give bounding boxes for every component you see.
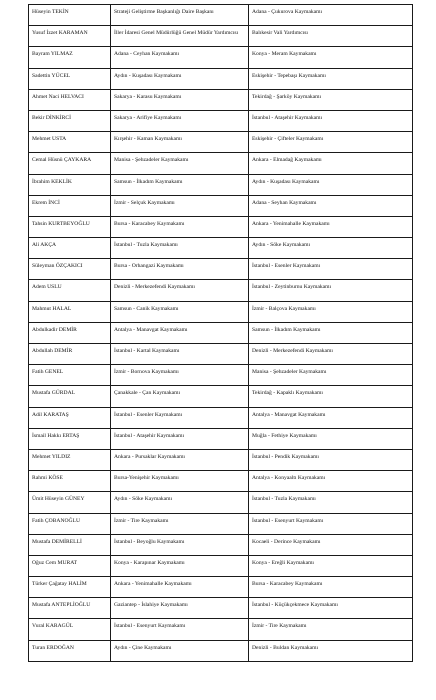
current-post-cell xyxy=(111,344,249,365)
current-post-cell xyxy=(111,174,249,195)
current-post-cell xyxy=(111,322,249,343)
appointments-table xyxy=(28,4,413,662)
current-post-cell xyxy=(111,407,249,428)
table-row xyxy=(29,640,413,661)
current-post-text: Adana - Ceyhan Kaymakamı xyxy=(114,51,180,58)
official-name-cell xyxy=(29,492,111,513)
official-name-text: İsmail Hakkı ERTAŞ xyxy=(32,432,80,439)
table-row xyxy=(29,598,413,619)
table-row xyxy=(29,619,413,640)
new-post-cell xyxy=(249,5,413,26)
new-post-cell xyxy=(249,577,413,598)
new-post-cell xyxy=(249,132,413,153)
official-name-cell xyxy=(29,598,111,619)
official-name-cell xyxy=(29,471,111,492)
official-name-text: Ümit Hüseyin GÜNEY xyxy=(32,496,85,503)
current-post-text: İstanbul - Esenler Kaymakamı xyxy=(114,411,183,418)
new-post-cell xyxy=(249,640,413,661)
current-post-text: İzmir - Tire Kaymakamı xyxy=(114,517,169,524)
current-post-cell xyxy=(111,471,249,492)
new-post-text: İstanbul - Esenyurt Kaymakamı xyxy=(252,517,324,524)
table-row xyxy=(29,280,413,301)
current-post-text: İzmir - Bornova Kaymakamı xyxy=(114,369,179,376)
official-name-text: Fatih GENEL xyxy=(32,369,64,376)
table-row xyxy=(29,513,413,534)
current-post-cell xyxy=(111,26,249,47)
new-post-text: Samsun - İlkadım Kaymakamı xyxy=(252,326,321,333)
current-post-cell xyxy=(111,110,249,131)
official-name-cell xyxy=(29,5,111,26)
new-post-cell xyxy=(249,153,413,174)
table-row xyxy=(29,259,413,280)
current-post-cell xyxy=(111,534,249,555)
current-post-cell xyxy=(111,301,249,322)
table-row xyxy=(29,449,413,470)
official-name-cell xyxy=(29,365,111,386)
current-post-text: Sakarya - Karasu Kaymakamı xyxy=(114,93,182,100)
official-name-text: Oğuz Cem MURAT xyxy=(32,559,78,566)
new-post-text: Bursa - Karacabey Kaymakamı xyxy=(252,581,323,588)
current-post-text: Bursa - Orhangazi Kaymakamı xyxy=(114,263,184,270)
official-name-cell xyxy=(29,322,111,343)
current-post-cell xyxy=(111,132,249,153)
new-post-cell xyxy=(249,47,413,68)
current-post-text: Kırşehir - Kaman Kaymakamı xyxy=(114,136,182,143)
current-post-text: İzmir - Selçuk Kaymakamı xyxy=(114,199,175,206)
table-row xyxy=(29,153,413,174)
table-row xyxy=(29,238,413,259)
new-post-text: Konya - Meram Kaymakamı xyxy=(252,51,317,58)
official-name-cell xyxy=(29,110,111,131)
current-post-text: Konya - Karapınar Kaymakamı xyxy=(114,559,185,566)
official-name-cell xyxy=(29,174,111,195)
table-row xyxy=(29,365,413,386)
new-post-cell xyxy=(249,89,413,110)
new-post-text: İstanbul - Tuzla Kaymakamı xyxy=(252,496,316,503)
official-name-cell xyxy=(29,132,111,153)
current-post-text: İstanbul - Kartal Kaymakamı xyxy=(114,348,180,354)
new-post-cell xyxy=(249,110,413,131)
current-post-cell xyxy=(111,513,249,534)
new-post-text: Eskişehir - Tepebaşı Kaymakamı xyxy=(252,72,326,79)
current-post-cell xyxy=(111,428,249,449)
official-name-text: Mustafa DEMİRELLİ xyxy=(32,538,82,545)
new-post-text: Adana - Çukurova Kaymakamı xyxy=(252,9,323,15)
new-post-cell xyxy=(249,216,413,237)
new-post-cell xyxy=(249,365,413,386)
official-name-cell xyxy=(29,555,111,576)
new-post-text: Aydın - Söke Kaymakamı xyxy=(252,242,311,249)
new-post-text: Tekirdağ - Kapaklı Kaymakamı xyxy=(252,390,323,397)
current-post-text: Bursa - Karacabey Kaymakamı xyxy=(114,220,185,227)
current-post-text: Aydın - Söke Kaymakamı xyxy=(114,496,173,503)
official-name-text: Ali AKÇA xyxy=(32,242,57,249)
official-name-cell xyxy=(29,449,111,470)
current-post-text: Aydın - Çine Kaymakamı xyxy=(114,644,172,651)
new-post-text: İstanbul - Pendik Kaymakamı xyxy=(252,453,319,460)
current-post-text: İller İdaresi Genel Müdürlüğü Genel Müdür Yardımcısı xyxy=(114,30,239,37)
new-post-cell xyxy=(249,513,413,534)
current-post-text: Samsun - Canik Kaymakamı xyxy=(114,305,179,312)
official-name-text: Hüseyin TEKİN xyxy=(32,9,69,15)
current-post-cell xyxy=(111,238,249,259)
table-row xyxy=(29,5,413,26)
new-post-text: Balıkesir Vali Yardımcısı xyxy=(252,30,308,37)
current-post-text: İstanbul - Tuzla Kaymakamı xyxy=(114,242,178,249)
official-name-text: Rahmi KÖSE xyxy=(32,475,63,482)
table-row xyxy=(29,26,413,47)
new-post-text: İzmir - Balçova Kaymakamı xyxy=(252,305,316,312)
official-name-text: Abdulkadir DEMİR xyxy=(32,326,77,333)
official-name-text: Adem USLU xyxy=(32,284,62,291)
current-post-text: İstanbul - Esenyurt Kaymakamı xyxy=(114,623,186,630)
new-post-text: Denizli - Buldan Kaymakamı xyxy=(252,644,319,651)
official-name-cell xyxy=(29,407,111,428)
table-row xyxy=(29,89,413,110)
official-name-text: Adil KARATAŞ xyxy=(32,411,69,418)
official-name-text: İbrahim KEKLİK xyxy=(32,178,72,185)
official-name-cell xyxy=(29,26,111,47)
official-name-text: Tahsin KURTBEYOĞLU xyxy=(32,220,90,227)
table-row xyxy=(29,216,413,237)
new-post-cell xyxy=(249,322,413,343)
current-post-text: Ankara - Pursaklar Kaymakamı xyxy=(114,453,185,460)
table-row xyxy=(29,195,413,216)
current-post-text: Gaziantep - İslahiye Kaymakamı xyxy=(114,602,188,609)
new-post-cell xyxy=(249,174,413,195)
new-post-cell xyxy=(249,407,413,428)
new-post-text: Manisa - Şehzadeler Kaymakamı xyxy=(252,369,327,376)
new-post-text: Kocaeli - Derince Kaymakamı xyxy=(252,538,321,545)
current-post-text: Antalya - Manavgat Kaymakamı xyxy=(114,326,188,333)
current-post-text: Bursa-Yenişehir Kaymakamı xyxy=(114,475,179,482)
new-post-text: Denizli - Merkezefendi Kaymakamı xyxy=(252,348,333,354)
new-post-text: Muğla - Fethiye Kaymakamı xyxy=(252,432,317,439)
official-name-cell xyxy=(29,534,111,555)
new-post-text: Ankara - Elmadağ Kaymakamı xyxy=(252,157,322,164)
new-post-cell xyxy=(249,555,413,576)
official-name-text: Turan ERDOĞAN xyxy=(32,644,74,651)
official-name-cell xyxy=(29,195,111,216)
official-name-text: Cemal Hüsnü ÇAYKARA xyxy=(32,157,92,164)
current-post-cell xyxy=(111,577,249,598)
current-post-cell xyxy=(111,259,249,280)
table-row xyxy=(29,492,413,513)
appointments-table-body xyxy=(29,5,413,662)
official-name-text: Mahmut HALAL xyxy=(32,305,72,312)
new-post-cell xyxy=(249,68,413,89)
new-post-cell xyxy=(249,619,413,640)
new-post-cell xyxy=(249,26,413,47)
current-post-cell xyxy=(111,365,249,386)
official-name-cell xyxy=(29,280,111,301)
new-post-cell xyxy=(249,449,413,470)
new-post-cell xyxy=(249,344,413,365)
official-name-text: Mehmet USTA xyxy=(32,136,67,143)
new-post-text: Eskişehir - Çifteler Kaymakamı xyxy=(252,136,324,143)
current-post-cell xyxy=(111,449,249,470)
official-name-text: Vural KARAGÜL xyxy=(32,623,74,630)
official-name-text: Fatih ÇOBANOĞLU xyxy=(32,517,81,524)
official-name-text: Sadettin YÜCEL xyxy=(32,72,71,79)
current-post-cell xyxy=(111,386,249,407)
official-name-text: Ekrem İNCİ xyxy=(32,199,60,206)
new-post-text: Tekirdağ - Şarköy Kaymakamı xyxy=(252,93,322,100)
table-row xyxy=(29,577,413,598)
current-post-cell xyxy=(111,68,249,89)
new-post-cell xyxy=(249,598,413,619)
official-name-cell xyxy=(29,344,111,365)
new-post-text: Konya - Ereğli Kaymakamı xyxy=(252,559,314,566)
table-row xyxy=(29,68,413,89)
official-name-cell xyxy=(29,89,111,110)
new-post-text: Antalya - Konyaaltı Kaymakamı xyxy=(252,475,326,482)
official-name-text: Mustafa GÜRDAL xyxy=(32,390,76,397)
current-post-cell xyxy=(111,619,249,640)
current-post-text: Strateji Geliştirme Başkanlığı Daire Başkanı xyxy=(114,9,214,15)
current-post-cell xyxy=(111,555,249,576)
current-post-cell xyxy=(111,195,249,216)
new-post-cell xyxy=(249,471,413,492)
new-post-text: Antalya - Manavgat Kaymakamı xyxy=(252,411,326,418)
current-post-cell xyxy=(111,5,249,26)
official-name-text: Mehmet YILDIZ xyxy=(32,453,71,460)
table-row xyxy=(29,407,413,428)
current-post-text: Samsun - İlkadım Kaymakamı xyxy=(114,178,183,185)
new-post-text: Adana - Seyhan Kaymakamı xyxy=(252,199,317,206)
table-row xyxy=(29,132,413,153)
official-name-cell xyxy=(29,68,111,89)
table-row xyxy=(29,534,413,555)
new-post-text: İstanbul - Ataşehir Kaymakamı xyxy=(252,114,323,121)
new-post-cell xyxy=(249,301,413,322)
new-post-text: İstanbul - Esenler Kaymakamı xyxy=(252,263,321,270)
table-row xyxy=(29,174,413,195)
current-post-text: Sakarya - Arifiye Kaymakamı xyxy=(114,114,182,121)
official-name-cell xyxy=(29,619,111,640)
new-post-cell xyxy=(249,428,413,449)
current-post-text: Aydın - Kuşadası Kaymakamı xyxy=(114,72,182,79)
new-post-cell xyxy=(249,492,413,513)
current-post-cell xyxy=(111,280,249,301)
new-post-text: İzmir - Tire Kaymakamı xyxy=(252,623,307,630)
current-post-cell xyxy=(111,153,249,174)
official-name-text: Bayram YILMAZ xyxy=(32,51,73,58)
current-post-cell xyxy=(111,216,249,237)
current-post-cell xyxy=(111,47,249,68)
official-name-cell xyxy=(29,47,111,68)
current-post-text: Ankara - Yenimahalle Kaymakamı xyxy=(114,581,192,588)
new-post-cell xyxy=(249,386,413,407)
official-name-cell xyxy=(29,386,111,407)
official-name-text: Türker Çağatay HALİM xyxy=(32,581,87,588)
current-post-text: İstanbul - Beyoğlu Kaymakamı xyxy=(114,538,185,545)
table-row xyxy=(29,386,413,407)
table-row xyxy=(29,322,413,343)
official-name-cell xyxy=(29,513,111,534)
official-name-text: Süleyman ÖZÇAKICI xyxy=(32,263,83,270)
new-post-text: İstanbul - Küçükçekmece Kaymakamı xyxy=(252,602,338,609)
current-post-text: Denizli - Merkezefendi Kaymakamı xyxy=(114,284,195,291)
official-name-cell xyxy=(29,577,111,598)
new-post-text: Aydın - Kuşadası Kaymakamı xyxy=(252,178,320,185)
official-name-text: Ahmet Naci HELVACI xyxy=(32,93,84,100)
official-name-text: Bekir DİNKİRCİ xyxy=(32,114,71,121)
official-name-text: Abdullah DEMİR xyxy=(32,348,73,354)
current-post-text: Çanakkale - Çan Kaymakamı xyxy=(114,390,181,397)
current-post-cell xyxy=(111,598,249,619)
current-post-text: Manisa - Şehzadeler Kaymakamı xyxy=(114,157,189,164)
new-post-cell xyxy=(249,534,413,555)
new-post-cell xyxy=(249,280,413,301)
official-name-cell xyxy=(29,153,111,174)
current-post-text: İstanbul - Ataşehir Kaymakamı xyxy=(114,432,185,439)
table-row xyxy=(29,47,413,68)
official-name-text: Mustafa ANTEPLİOĞLU xyxy=(32,602,91,609)
table-row xyxy=(29,471,413,492)
current-post-cell xyxy=(111,89,249,110)
new-post-text: Ankara - Yenimahalle Kaymakamı xyxy=(252,220,330,227)
table-row xyxy=(29,110,413,131)
official-name-cell xyxy=(29,259,111,280)
official-name-cell xyxy=(29,301,111,322)
official-name-text: Yusuf İzzet KARAMAN xyxy=(32,30,88,37)
new-post-cell xyxy=(249,259,413,280)
table-row xyxy=(29,344,413,365)
official-name-cell xyxy=(29,238,111,259)
new-post-text: İstanbul - Zeytinburnu Kaymakamı xyxy=(252,284,332,291)
new-post-cell xyxy=(249,195,413,216)
official-name-cell xyxy=(29,216,111,237)
current-post-cell xyxy=(111,640,249,661)
official-name-cell xyxy=(29,428,111,449)
official-name-cell xyxy=(29,640,111,661)
table-row xyxy=(29,555,413,576)
table-row xyxy=(29,428,413,449)
new-post-cell xyxy=(249,238,413,259)
current-post-cell xyxy=(111,492,249,513)
table-row xyxy=(29,301,413,322)
